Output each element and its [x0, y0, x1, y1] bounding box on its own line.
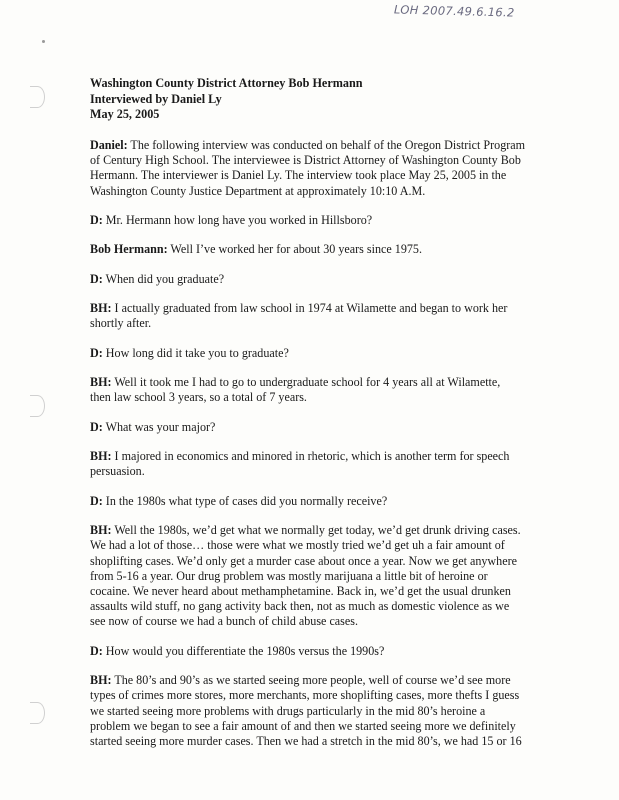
line-text: Well the 1980s, we’d get what we normally get today, we’d get drunk driving cases. [111, 523, 521, 538]
line-text: see now of course we had a bunch of child abuse cases. [90, 614, 358, 629]
transcript-line [90, 449, 560, 464]
transcript-line [90, 599, 560, 614]
transcript-line [90, 554, 560, 569]
line-text: Mr. Hermann how long have you worked in Hillsboro? [102, 213, 373, 227]
transcript-line [90, 584, 560, 599]
scan-speck [42, 40, 45, 43]
interview-date: May 25, 2005 [90, 107, 160, 121]
line-text: I actually graduated from law school in 1974 at Wilamette and began to work her [111, 301, 508, 316]
line-text: problem we began to see a fair amount of and then we started seeing more we definitely [90, 718, 516, 733]
transcript-line [90, 523, 560, 538]
punch-hole-mark [30, 395, 45, 417]
line-text: In the 1980s what type of cases did you normally receive? [102, 493, 388, 508]
speaker-label: D: [90, 271, 103, 286]
line-text: Well I’ve worked her for about 30 years since 1975. [167, 242, 422, 257]
document-title: Washington County District Attorney Bob Hermann [90, 76, 363, 90]
line-text: What was your major? [102, 419, 216, 434]
transcript-line [90, 346, 560, 361]
speaker-label: BH: [90, 523, 112, 538]
speaker-label: Daniel: [90, 138, 128, 152]
punch-hole-mark [30, 86, 45, 108]
line-text: When did you graduate? [102, 271, 225, 286]
transcript-line [90, 242, 560, 257]
transcript-paragraph [90, 449, 560, 479]
catalog-number: LOH 2007.49.6.16.2 [393, 2, 515, 20]
transcript-line [90, 734, 560, 749]
line-text: from 5-16 a year. Our drug problem was mostly marijuana a little bit of heroine or [90, 568, 488, 583]
transcript-line [90, 301, 560, 316]
transcript-line [90, 213, 560, 228]
speaker-label: D: [90, 493, 103, 508]
transcript-paragraph [90, 213, 560, 228]
line-text: Washington County Justice Department at approximately 10:10 A.M. [90, 183, 426, 198]
punch-hole-mark [30, 702, 45, 724]
speaker-label: D: [90, 419, 103, 434]
transcript-paragraph [90, 301, 560, 331]
transcript-line [90, 688, 560, 703]
line-text: of Century High School. The interviewee is District Attorney of Washington County Bob [90, 153, 521, 168]
line-text: Hermann. The interviewer is Daniel Ly. The interview took place May 25, 2005 in the [90, 168, 507, 183]
speaker-label: D: [90, 643, 103, 658]
transcript-line [90, 316, 560, 331]
transcript-paragraph [90, 420, 560, 435]
transcript-paragraph [90, 673, 560, 749]
line-text: The following interview was conducted on behalf of the Oregon District Program [127, 138, 526, 152]
speaker-label: D: [90, 213, 103, 227]
transcript-paragraph [90, 272, 560, 287]
line-text: I majored in economics and minored in rhetoric, which is another term for speech [111, 449, 510, 464]
transcript-line [90, 569, 560, 584]
transcript-line [90, 644, 560, 659]
line-text: shoplifting cases. We’d only get a murder case about once a year. Now we get anywhere [90, 553, 517, 568]
line-text: we started seeing more problems with drugs particularly in the mid 80’s heroine a [90, 703, 486, 718]
transcript-line [90, 614, 560, 629]
transcript-line [90, 272, 560, 287]
line-text: We had a lot of those… those were what we mostly tried we’d get uh a fair amount of [90, 538, 505, 553]
transcript-line [90, 719, 560, 734]
transcript-line [90, 375, 560, 390]
line-text: persuasion. [90, 464, 145, 479]
transcript-line [90, 420, 560, 435]
transcript-line [90, 673, 560, 688]
line-text: cocaine. We never heard about methamphetamine. Back in, we’d get the usual drunken [90, 583, 511, 598]
transcript-line [90, 494, 560, 509]
line-text: shortly after. [90, 316, 152, 331]
transcript-line [90, 538, 560, 553]
transcript-paragraph [90, 138, 560, 199]
speaker-label: BH: [90, 375, 112, 390]
speaker-label: BH: [90, 673, 112, 688]
speaker-label: BH: [90, 301, 112, 316]
line-text: then law school 3 years, so a total of 7 years. [90, 390, 307, 405]
interviewer-line: Interviewed by Daniel Ly [90, 91, 222, 106]
transcript-paragraph [90, 644, 560, 659]
transcript-line [90, 153, 560, 168]
transcript-line [90, 138, 560, 153]
line-text: types of crimes more stores, more merchants, more shoplifting cases, more thefts I guess [90, 688, 520, 703]
transcript-line [90, 464, 560, 479]
transcript-line [90, 704, 560, 719]
line-text: How long did it take you to graduate? [102, 345, 289, 360]
transcript-line [90, 184, 560, 199]
speaker-label: BH: [90, 449, 112, 464]
line-text: Well it took me I had to go to undergraduate school for 4 years all at Wilamette, [111, 375, 501, 390]
speaker-label: D: [90, 345, 103, 360]
line-text: assaults wild stuff, no gang activity back then, not as much as domestic violence as we [90, 599, 510, 614]
transcript-paragraph [90, 494, 560, 509]
transcript-line [90, 168, 560, 183]
transcript-line [90, 390, 560, 405]
transcript-paragraph [90, 242, 560, 257]
transcript-paragraph [90, 523, 560, 629]
line-text: How would you differentiate the 1980s versus the 1990s? [102, 643, 385, 658]
transcript-paragraph [90, 346, 560, 361]
transcript-paragraph [90, 375, 560, 405]
document-header [90, 76, 363, 123]
transcript-body [90, 138, 560, 763]
speaker-label: Bob Hermann: [90, 242, 168, 257]
line-text: started seeing more murder cases. Then we had a stretch in the mid 80’s, we had 15 or 16 [90, 733, 522, 748]
line-text: The 80’s and 90’s as we started seeing more people, well of course we’d see more [111, 673, 511, 688]
